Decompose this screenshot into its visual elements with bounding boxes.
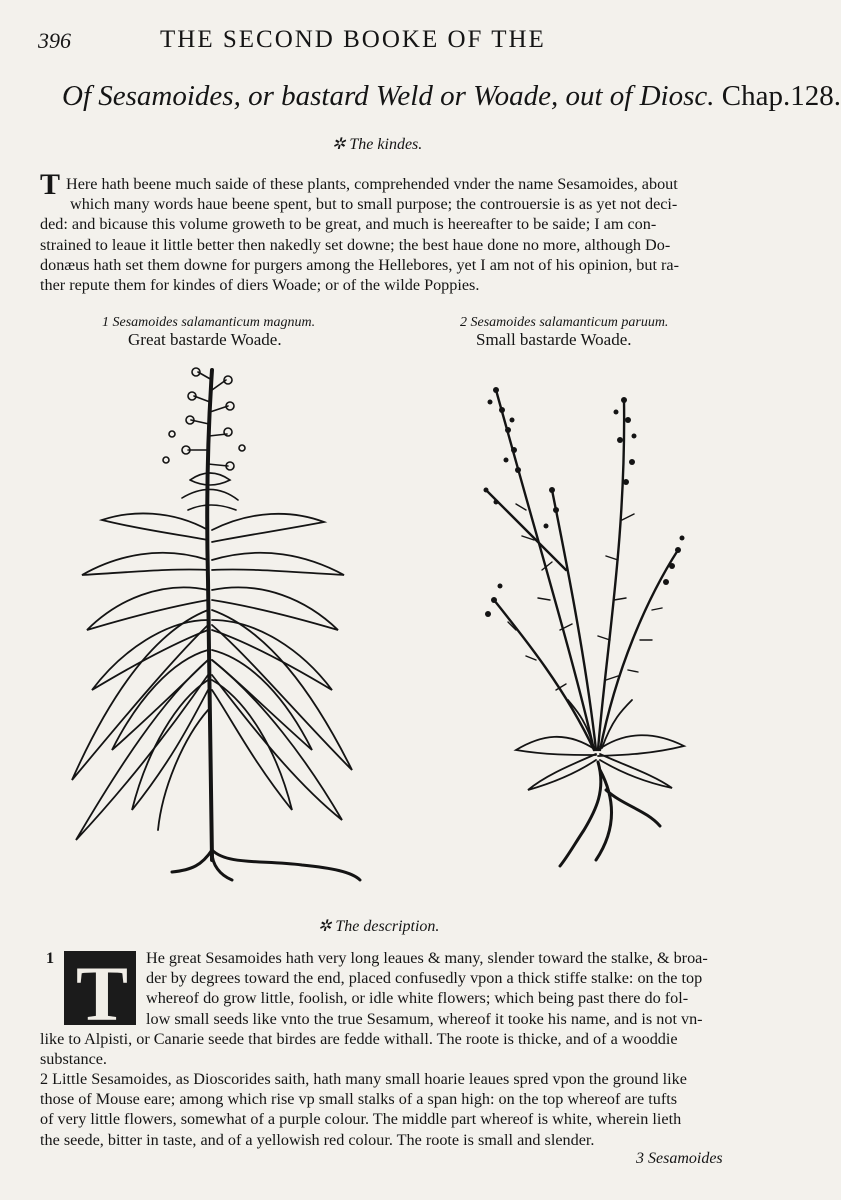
chapter-title [62, 80, 841, 113]
page-number: 396 [38, 28, 71, 53]
text-line: He great Sesamoides hath very long leaues & many, slender toward the stalke, & broa- [146, 949, 708, 967]
kinds-paragraph [40, 168, 679, 295]
section-heading-kindes: ✲ The kindes. [332, 136, 423, 153]
section-heading-description: ✲ The description. [318, 918, 440, 935]
text-line: ther repute them for kindes of diers Woade; or of the wilde Poppies. [40, 276, 480, 295]
catchword: 3 Sesamoides [636, 1150, 723, 1167]
text-line: like to Alpisti, or Canarie seede that birdes are fedde withall. The roote is thicke, and of a wooddie [40, 1029, 678, 1048]
text-line: low small seeds like vnto the true Sesamum, whereof it tooke his name, and is not vn- [146, 1009, 703, 1028]
text-line: of very little flowers, somewhat of a purple colour. The middle part whereof is white, wherein lieth [40, 1110, 682, 1129]
woodcut-great-woade [62, 360, 362, 885]
text-line: strained to leaue it little better then nakedly set downe; the best haue done no more, although Do- [40, 235, 671, 254]
text-line: ded: and bicause this volume groweth to be great, and much is heereafter to be saide; I am con- [40, 215, 657, 234]
text-line: donæus hath set them downe for purgers among the Hellebores, yet I am not of his opinion, but ra- [40, 255, 679, 274]
running-head: THE SECOND BOOKE OF THE [160, 26, 546, 53]
text-line: the seede, bitter in taste, and of a yellowish red colour. The roote is small and slender. [40, 1130, 595, 1149]
text-line: der by degrees toward the end, placed confusedly vpon a thick stiffe stalke: on the top [146, 969, 703, 988]
description-paragraph-1 [40, 948, 708, 1069]
kinds-dropcap: T [40, 168, 61, 201]
text-line: 2 Little Sesamoides, as Dioscorides saith, hath many small hoarie leaues spred vpon the ground like [40, 1070, 687, 1088]
figure-1-latin-caption: 1 Sesamoides salamanticum magnum. [102, 315, 316, 330]
text-line: which many words haue beene spent, but to small purpose; the controuersie is as yet not deci- [70, 195, 678, 214]
text-line: whereof do grow little, foolish, or idle white flowers; which being past there do fol- [146, 989, 689, 1008]
description-number-1: 1 [46, 949, 55, 967]
figure-1-english-caption: Great bastarde Woade. [128, 330, 282, 349]
description-paragraph-2 [40, 1069, 687, 1150]
text-line: those of Mouse eare; among which rise vp small stalks of a span high: on the top whereof are tufts [40, 1090, 678, 1109]
text-line: Here hath beene much saide of these plants, comprehended vnder the name Sesamoides, about [66, 175, 678, 193]
decorated-initial-letter: T [76, 950, 129, 1037]
figure-2-latin-caption: 2 Sesamoides salamanticum paruum. [460, 315, 669, 330]
chapter-title-text: Of Sesamoides, or bastard Weld or Woade, out of Diosc. [62, 80, 715, 112]
woodcut-small-woade [456, 370, 696, 870]
text-line: substance. [40, 1050, 107, 1069]
figure-2-english-caption: Small bastarde Woade. [476, 330, 632, 349]
chapter-number: Chap.128. [721, 80, 841, 112]
